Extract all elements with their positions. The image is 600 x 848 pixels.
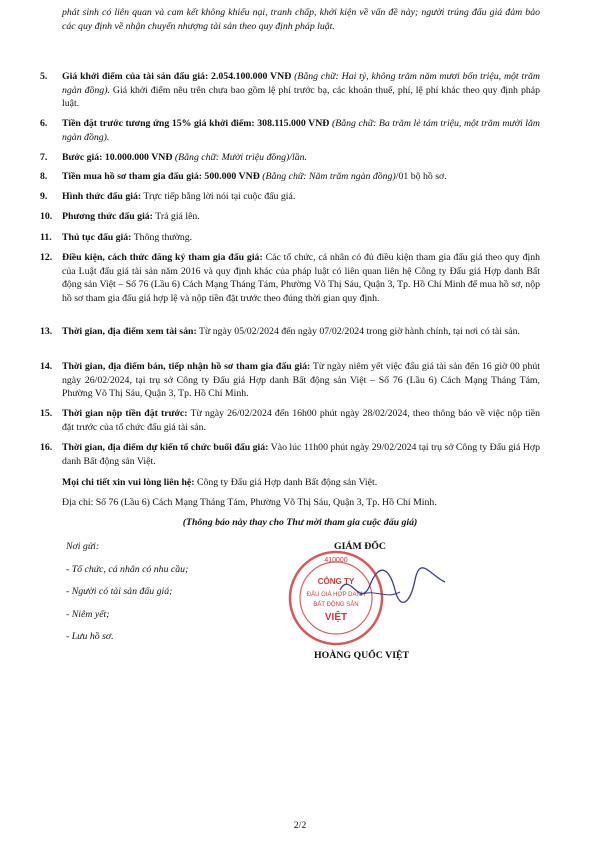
item-9 [40,190,540,204]
item-number: 12. [40,252,53,263]
item-15 [40,407,540,434]
item-number: 14. [40,361,53,372]
intro-paragraph: phát sinh có liên quan và cam kết không khiếu nại, tranh chấp, khởi kiện về vấn đề này; người trúng đấu giá đảm bảo các quy định về nhận chuyển nhượng tài sản theo quy định pháp luật. [62,7,540,32]
item-number: 13. [40,326,53,337]
recipients-block [66,540,188,644]
item-label: Tiền mua hồ sơ tham gia đấu giá: 500.000 VNĐ [62,171,260,182]
item-label: Tiền đặt trước tương ứng 15% giá khởi điểm: 308.115.000 VNĐ [62,118,330,129]
item-number: 6. [40,118,48,129]
item-number: 16. [40,442,53,453]
recipient-item: - Lưu hồ sơ. [66,631,114,643]
item-label: Bước giá: 10.000.000 VNĐ [62,152,173,163]
item-italic: (Bằng chữ: Mười triệu đồng)/lần. [172,152,307,163]
recipients-title: Nơi gửi: [66,541,100,552]
item-number: 15. [40,408,53,419]
item-16 [40,441,540,468]
item-text: Từ ngày 26/02/2024 đến 16h00 phút ngày 28/02/2024, theo thông báo về việc nộp tiền đặt trước của tổ chức đấu giá tài sản. [62,408,540,433]
signer-name: HOÀNG QUỐC VIỆT [314,650,410,661]
stamp-code: 410000 [324,557,348,564]
address-line: Địa chỉ: Số 76 (Lầu 6) Cách Mạng Tháng Tám, Phường Võ Thị Sáu, Quận 3, Tp. Hồ Chí Minh. [62,497,437,508]
item-10 [40,210,540,224]
item-14 [40,360,540,401]
item-text: Giá khởi điểm nêu trên chưa bao gồm lệ phí trước bạ, các khoản thuế, phí, lệ phí khác theo quy định pháp luật. [62,84,540,110]
invitation-note: (Thông báo này thay cho Thư mời tham gia cuộc đấu giá) [182,517,418,528]
item-5 [40,70,540,111]
item-number: 5. [40,71,48,82]
item-italic: (Bằng chữ: Hai tỷ, không trăm năm mươi bốn triệu, một trăm ngàn đồng). [62,71,540,96]
page-number: 2/2 [293,820,307,831]
contact-label: Mọi chi tiết xin vui lòng liên hệ: [62,477,195,488]
item-number: 10. [40,211,53,222]
item-number: 11. [40,232,52,243]
item-11 [40,231,540,245]
item-label: Hình thức đấu giá: [62,191,142,202]
item-12 [40,251,540,305]
contact-line [62,476,540,490]
item-number: 8. [40,171,48,182]
item-label: Thời gian nộp tiền đặt trước: [62,408,188,419]
item-text: Từ ngày 05/02/2024 đến ngày 07/02/2024 trong giờ hành chính, tại nơi có tài sản. [196,326,520,337]
item-label: Thời gian, địa điểm bán, tiếp nhận hồ sơ tham gia đấu giá: [62,361,311,372]
item-label: Điều kiện, cách thức đăng ký tham gia đấu giá: [62,252,263,263]
item-13 [40,325,540,339]
item-text: Vào lúc 11h00 phút ngày 29/02/2024 tại trụ sở Công ty Đấu giá Hợp danh Bất động sản Việt. [62,442,540,467]
item-number: 9. [40,191,48,202]
item-number: 7. [40,152,48,163]
recipient-item: - Người có tài sản đấu giá; [66,586,173,598]
item-text: Trực tiếp bằng lời nói tại cuộc đấu giá. [141,191,296,202]
item-7 [40,151,540,165]
item-italic: (Bằng chữ: Năm trăm ngàn đồng) [259,171,396,182]
item-text: Các tổ chức, cá nhân có đủ điều kiện tham gia đấu giá theo quy định của Luật đấu giá tài sản năm 2016 và quy định khác của pháp luật có liên quan liên hệ Công ty Đấu giá Hợp danh Bất động sản Việt – Số 76 (Lầu 6) Cách Mạng Tháng Tám, Phường Võ Thị Sáu, Quận 3, Tp. Hồ Chí Minh để mua hồ sơ, nộp hồ sơ tham gia đấu giá hợp lệ và nộp tiền đặt trước theo đúng thời gian quy định. [62,252,540,304]
item-text: Thông thường. [131,232,193,243]
stamp-mid2-text: BẤT ĐỘNG SẢN [313,602,359,608]
stamp-mid1-text: ĐẤU GIÁ HỢP DANH [306,592,366,598]
item-text: Trả giá lên. [152,211,200,222]
recipient-item: - Tổ chức, cá nhân có nhu cầu; [66,563,189,575]
item-italic: (Bằng chữ: Ba trăm lẻ tám triệu, một trăm mười lăm ngàn đồng). [62,118,540,143]
stamp-top-text: CÔNG TY [317,577,355,586]
item-label: Phương thức đấu giá: [62,211,153,222]
item-label: Thời gian, địa điểm dự kiến tổ chức buổi đấu giá: [62,442,269,453]
item-text: Từ ngày niêm yết việc đấu giá tài sản đến 16 giờ 00 phút ngày 26/02/2024, tại trụ sở Công ty Đấu giá Hợp danh Bất động sản Việt – Số 76 (Lầu 6) Cách Mạng Tháng Tám, Phường Võ Thị Sáu, Quận 3, Tp. Hồ Chí Minh. [62,361,541,400]
item-text: /01 bộ hồ sơ. [395,171,447,182]
item-label: Thời gian, địa điểm xem tài sản: [62,326,197,337]
item-label: Thủ tục đấu giá: [62,232,132,243]
stamp-bottom-text: VIỆT [324,612,348,623]
item-label: Giá khởi điểm của tài sản đấu giá: 2.054.100.000 VNĐ [62,71,292,82]
signature [317,550,450,630]
contact-text: Công ty Đấu giá Hợp danh Bất động sản Việt. [194,477,378,488]
recipient-item: - Niêm yết; [66,608,110,620]
item-8 [40,170,540,184]
signer-role: GIÁM ĐỐC [334,541,386,552]
item-6 [40,117,540,144]
